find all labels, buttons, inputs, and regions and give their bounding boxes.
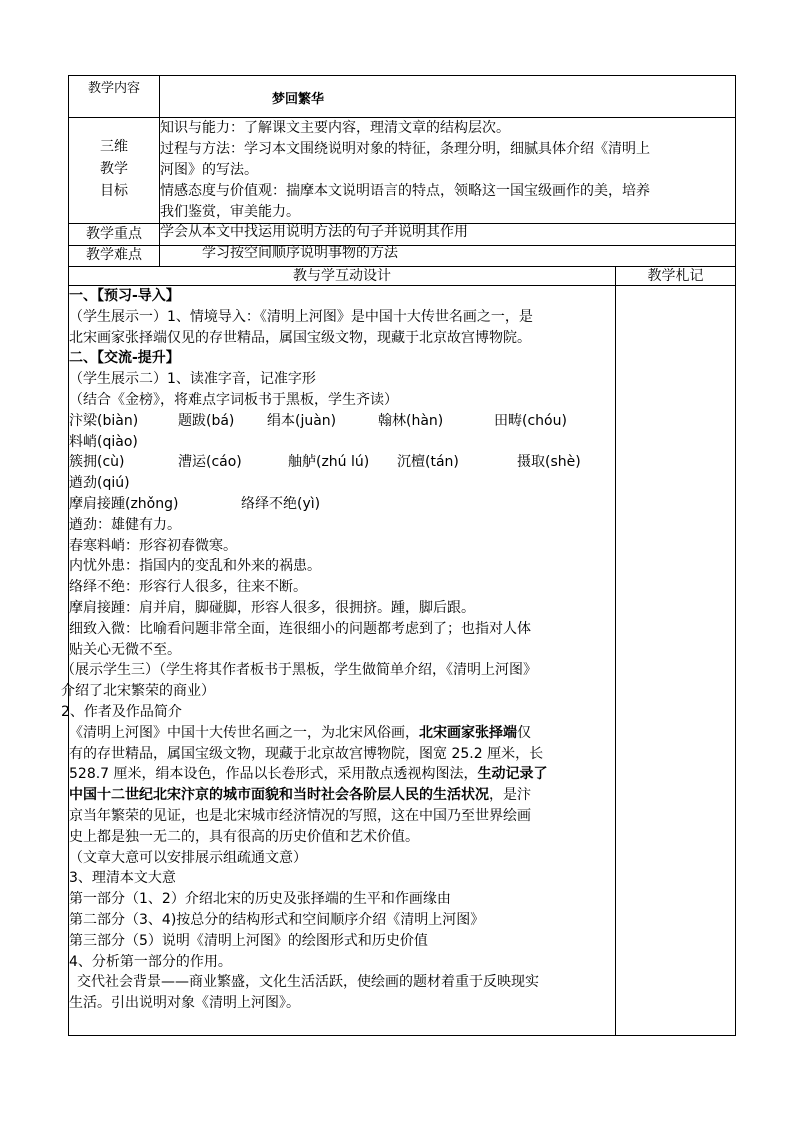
- goal-line: 河图》的写法。: [160, 162, 258, 178]
- text-line: （展示学生三）（学生将其作者板书于黑板，学生做简单介绍，《清明上河图》: [61, 662, 537, 679]
- text-span: ，是汴: [489, 787, 531, 804]
- definition-line: 遒劲：雄健有力。: [69, 516, 181, 533]
- goals-row: [69, 118, 736, 224]
- difficulty-value: 学习按空间顺序说明事物的方法: [160, 246, 736, 267]
- vocab-item: 翰林(hàn): [378, 412, 444, 429]
- definition-line: 络绎不绝：形容行人很多，往来不断。: [69, 579, 307, 596]
- vocab-item: 沉檀(tán): [397, 454, 459, 471]
- vocab-item: 摄取(shè): [517, 454, 581, 471]
- design-content: [61, 286, 616, 1036]
- notes-cell: [616, 286, 736, 1036]
- vocab-line: [69, 494, 615, 515]
- text-line: 京当年繁荣的见证，也是北宋城市经济情况的写照，这在中国乃至世界绘画: [69, 807, 531, 824]
- focus-row: [69, 224, 736, 246]
- text-line: [69, 764, 615, 785]
- title-cell: [160, 76, 736, 118]
- goal-line: 我们鉴赏，审美能力。: [160, 204, 300, 220]
- goal-line: 知识与能力：了解课文主要内容，理清文章的结构层次。: [160, 120, 510, 136]
- goal-line: 过程与方法：学习本文围绕说明对象的特征，条理分明，细腻具体介绍《清明上: [160, 141, 650, 157]
- design-header: 教与学互动设计: [69, 267, 616, 286]
- content-row: [69, 286, 736, 1036]
- text-line: （结合《金榜》，将难点字词板书于黑板，学生齐读）: [69, 391, 398, 408]
- text-line: 史上都是独一无二的，具有很高的历史价值和艺术价值。: [69, 828, 419, 845]
- goals-label-line: 三维: [100, 139, 128, 155]
- text-span-bold: 中国十二世纪北宋汴京的城市面貌和当时社会各阶层人民的生活状况: [69, 787, 489, 804]
- text-line: 交代社会背景——商业繁盛，文化生活活跃，使绘画的题材着重于反映现实: [77, 974, 539, 991]
- text-line: （学生展示二）1、读准字音，记准字形: [69, 371, 316, 388]
- focus-label: 教学重点: [69, 224, 160, 246]
- text-line: [69, 785, 615, 806]
- section-heading: 二、【交流-提升】: [69, 350, 180, 367]
- definition-line: 摩肩接踵：肩并肩，脚碰脚，形容人很多，很拥挤。踵，脚后跟。: [69, 599, 475, 616]
- goals-label-line: 目标: [100, 183, 128, 199]
- notes-header: 教学札记: [616, 267, 736, 286]
- vocab-item: 料峭(qiào): [69, 433, 138, 450]
- text-line: 介绍了北宋繁荣的商业）: [61, 683, 215, 700]
- text-span: 528.7 厘米，绢本设色，作品以长卷形式，采用散点透视构图法，: [69, 766, 478, 783]
- goal-line: 情感态度与价值观：揣摩本文说明语言的特点，领略这一国宝级画作的美，培养: [160, 183, 650, 199]
- goals-label: [69, 118, 160, 224]
- goals-label-line: 教学: [100, 161, 128, 177]
- text-line: 有的存世精品，属国宝级文物，现藏于北京故宫博物院，图宽 25.2 厘米，长: [69, 745, 544, 762]
- vocab-item: 田畴(chóu): [494, 412, 567, 429]
- text-line: 第三部分（5）说明《清明上河图》的绘图形式和历史价值: [69, 932, 428, 949]
- vocab-item: 遒劲(qiú): [69, 475, 130, 492]
- vocab-item: 络绎不绝(yì): [241, 495, 321, 512]
- text-span-bold: 生动记录了: [477, 766, 548, 783]
- text-line: 2、作者及作品简介: [61, 703, 182, 720]
- definition-line: 贴关心无微不至。: [69, 641, 181, 658]
- vocab-item: 漕运(cáo): [178, 454, 242, 471]
- lesson-plan-table: [61, 75, 736, 1036]
- section-heading: 一、【预习-导入】: [69, 288, 180, 304]
- text-line: （学生展示一）1、情境导入：《清明上河图》是中国十大传世名画之一，是: [69, 308, 533, 325]
- text-span-bold: 北宋画家张择端: [419, 724, 517, 741]
- title-row: [69, 76, 736, 118]
- title-label: [69, 76, 160, 118]
- vocab-item: 题跋(bá): [178, 412, 235, 429]
- vocab-line: [69, 452, 615, 473]
- text-line: 北宋画家张择端仅见的存世精品，属国宝级文物，现藏于北京故宫博物院。: [69, 329, 531, 346]
- section-header-row: [69, 267, 736, 286]
- text-line: 生活。引出说明对象《清明上河图》。: [69, 995, 300, 1012]
- lesson-title: 梦回繁华: [272, 92, 325, 107]
- text-line: 第一部分（1、2）介绍北宋的历史及张择端的生平和作画缘由: [69, 891, 451, 908]
- vocab-item: 簇拥(cù): [69, 454, 125, 471]
- vocab-item: 绢本(juàn): [267, 412, 337, 429]
- goals-cell: [160, 118, 736, 224]
- text-line: 第二部分（3、4)按总分的结构形式和空间顺序介绍《清明上河图》: [69, 911, 485, 928]
- definition-line: 春寒料峭：形容初春微寒。: [69, 537, 237, 554]
- focus-value: 学会从本文中找运用说明方法的句子并说明其作用: [160, 224, 736, 246]
- text-line: [69, 723, 615, 744]
- text-span: 《清明上河图》中国十大传世名画之一，为北宋风俗画，: [69, 724, 419, 741]
- text-line: 4、分析第一部分的作用。: [69, 953, 232, 970]
- difficulty-row: [69, 246, 736, 267]
- difficulty-label: 教学难点: [69, 246, 160, 267]
- definition-line: 内忧外患：指国内的变乱和外来的祸患。: [69, 558, 321, 575]
- definition-line: 细致入微：比喻看问题非常全面，连很细小的问题都考虑到了；也指对人体: [69, 620, 531, 637]
- vocab-item: 舳舻(zhú lú): [288, 454, 370, 471]
- title-label-text: 教学内容: [87, 81, 140, 96]
- vocab-line: [69, 411, 615, 432]
- vocab-item: 摩肩接踵(zhǒng): [69, 495, 179, 512]
- text-line: 3、理清本文大意: [69, 870, 176, 887]
- vocab-item: 汴梁(biàn): [69, 412, 139, 429]
- text-span: 仅: [517, 724, 531, 741]
- text-line: （文章大意可以安排展示组疏通文意）: [69, 849, 307, 866]
